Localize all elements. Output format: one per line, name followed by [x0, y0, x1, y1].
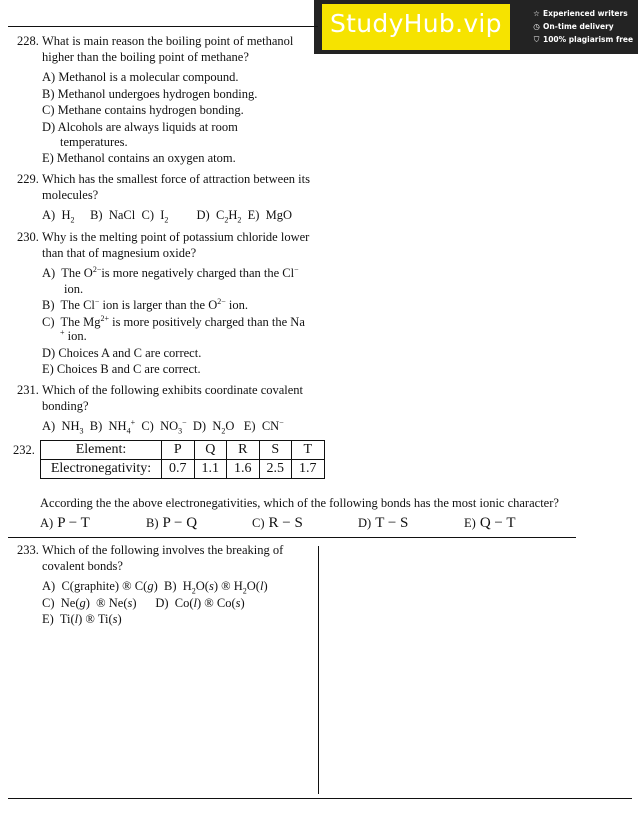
shield-icon: ⛉: [533, 35, 540, 44]
electronegativity-table: [40, 440, 325, 479]
q230-option-c-cont: + ion.: [60, 327, 87, 343]
q230-option-d: D) Choices A and C are correct.: [42, 346, 202, 360]
q233-text: Which of the following involves the breaking of covalent bonds?: [42, 543, 284, 574]
q233-options-cd: C) Ne(g) ® Ne(s) D) Co(l) ® Co(s): [42, 596, 245, 610]
q231-options: A) $NH_3$ B) $NH_4^+$ C) $NO_3^-$ D) $N_2O$ E) CN−: [42, 417, 284, 436]
value-cell: 1.6: [227, 460, 260, 479]
q232-answer-a: A) P − T: [40, 515, 90, 531]
studyhub-logo[interactable]: [322, 4, 510, 50]
clock-icon: ◷: [533, 22, 540, 31]
q230-option-c: C) The $Mg^{2+}$ is more positively charged than the Na: [42, 313, 305, 329]
element-cell: R: [227, 441, 260, 460]
q228-text: What is main reason the boiling point of methanol higher than the boiling point of methane?: [42, 34, 294, 65]
top-rule: [8, 26, 318, 27]
q228-option-d: D) Alcohols are always liquids at room: [42, 120, 238, 134]
q233-option-e: E) Ti(l) ® Ti(s): [42, 612, 122, 626]
q232-answer-b: B) P − Q: [146, 515, 198, 531]
q228-option-d-cont: temperatures.: [60, 135, 128, 149]
q228-option-b: B) Methanol undergoes hydrogen bonding.: [42, 87, 258, 101]
table-row-elements: [41, 441, 325, 460]
q231-text: Which of the following exhibits coordinate covalent bonding?: [42, 383, 304, 414]
q232-number: 232.: [13, 443, 35, 457]
q230-option-a: A) The $O^{2-}is$ more negatively charged than the Cl−: [42, 264, 299, 280]
q229-options: A) $H_2$ B) NaCl C) $I_2$ D) $C_2H_2$ E) MgO: [42, 208, 293, 225]
value-cell: 1.1: [194, 460, 227, 479]
column-divider: [318, 546, 319, 794]
bottom-rule: [8, 798, 632, 799]
q230-option-e: E) Choices B and C are correct.: [42, 362, 201, 376]
element-cell: T: [292, 441, 325, 460]
q230-option-a-cont: ion.: [64, 282, 84, 296]
element-cell: S: [259, 441, 292, 460]
q228-option-e: E) Methanol contains an oxygen atom.: [42, 151, 236, 165]
feature-on-time-delivery: ◷ On-time delivery: [533, 22, 614, 31]
q230-number: 230.: [17, 230, 39, 244]
feature-plagiarism-free: ⛉ 100% plagiarism free: [533, 35, 634, 44]
q233-number: 233.: [17, 543, 39, 557]
q232-answer-d: D) T − S: [358, 515, 409, 531]
q230-option-b: B) The Cl− ion is larger than the $O^{2-}$ ion.: [42, 296, 248, 312]
element-cell: P: [162, 441, 195, 460]
value-cell: 0.7: [162, 460, 195, 479]
table-row-electronegativity: [41, 460, 325, 479]
q228-option-c: C) Methane contains hydrogen bonding.: [42, 103, 244, 117]
q228-number: 228.: [17, 34, 39, 48]
q231-number: 231.: [17, 383, 39, 397]
q229-text: Which has the smallest force of attraction between its molecules?: [42, 172, 310, 203]
feature-experienced-writers: ☆ Experienced writers: [533, 9, 628, 18]
q232-answer-c: C) R − S: [252, 515, 303, 531]
q232-answer-e: E) Q − T: [464, 515, 516, 531]
electronegativity-header: Electronegativity:: [41, 460, 162, 479]
q233-options-ab: A) C(graphite) ® C(g) B) $H_2O(s)$ ® $H_2O(l)$: [42, 579, 268, 596]
q230-text: Why is the melting point of potassium chloride lower than that of magnesium oxide?: [42, 230, 310, 261]
element-header: Element:: [41, 441, 162, 460]
q229-number: 229.: [17, 172, 39, 186]
q228-option-a: A) Methanol is a molecular compound.: [42, 70, 239, 84]
star-icon: ☆: [533, 9, 540, 18]
q232-question: According the the above electronegativities, which of the following bonds has the most ionic character?: [40, 496, 559, 510]
element-cell: Q: [194, 441, 227, 460]
section-rule: [8, 537, 576, 538]
value-cell: 1.7: [292, 460, 325, 479]
logo-text: StudyHub.vip: [330, 9, 502, 38]
value-cell: 2.5: [259, 460, 292, 479]
